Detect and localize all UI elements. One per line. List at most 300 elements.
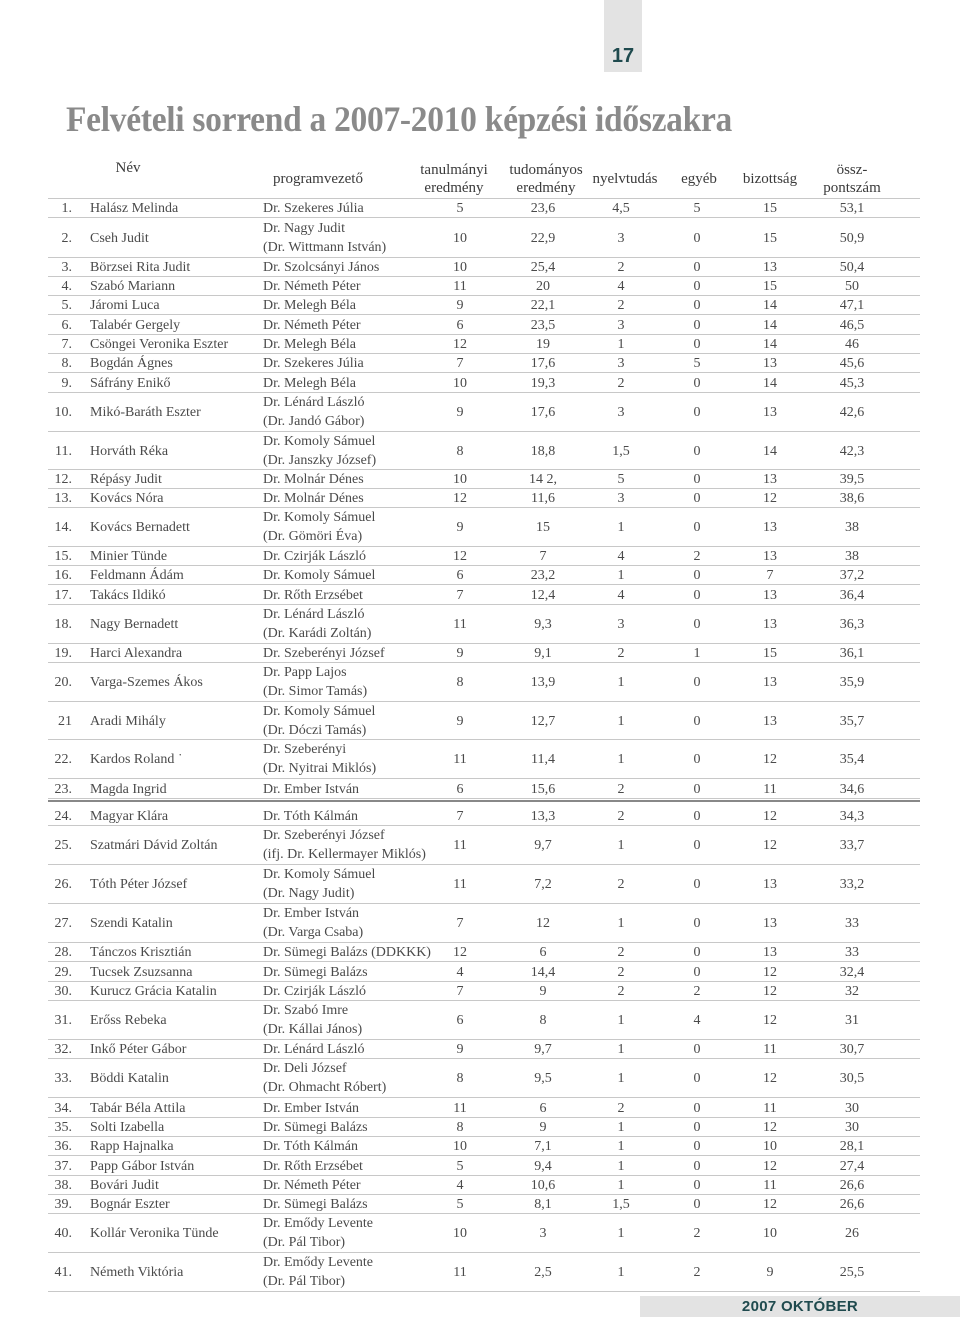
total-cell: 36,4 xyxy=(839,588,865,603)
language-cell: 5 xyxy=(617,472,625,487)
committee-cell: 9 xyxy=(766,1265,774,1280)
table-row xyxy=(0,508,960,547)
other-cell: 0 xyxy=(693,472,701,487)
supervisor-cell: Dr. Komoly Sámuel xyxy=(263,867,376,882)
name-cell: Bognár Eszter xyxy=(90,1197,170,1212)
rank-cell: 37. xyxy=(54,1158,72,1174)
rank-cell: 15. xyxy=(54,549,72,564)
name-cell: Tánczos Krisztián xyxy=(90,945,192,960)
other-cell: 0 xyxy=(693,1071,701,1086)
rank-cell: 6. xyxy=(61,318,72,333)
study-cell: 7 xyxy=(456,916,464,931)
committee-cell: 12 xyxy=(763,1071,777,1086)
supervisor-cell: Dr. Ember István xyxy=(263,781,360,797)
committee-cell: 13 xyxy=(763,675,777,690)
total-cell: 30 xyxy=(845,1100,859,1116)
rank-cell: 11. xyxy=(55,443,72,459)
language-cell: 1 xyxy=(617,337,625,352)
supervisor-cell: Dr. Komoly Sámuel xyxy=(263,704,376,719)
supervisor-cell: Dr. Papp Lajos xyxy=(263,665,347,680)
total-cell: 47,1 xyxy=(839,298,865,313)
total-cell: 32,4 xyxy=(839,964,865,980)
rank-cell: 1. xyxy=(61,201,72,216)
name-cell: Kollár Veronika Tünde xyxy=(90,1226,219,1241)
language-cell: 3 xyxy=(617,405,625,420)
science-cell: 3 xyxy=(539,1226,547,1241)
supervisor-cell: Dr. Szekeres Júlia xyxy=(263,356,364,371)
table-row xyxy=(0,296,960,315)
table-row xyxy=(0,1118,960,1137)
committee-cell: 12 xyxy=(763,1013,777,1028)
committee-cell: 13 xyxy=(763,945,777,960)
supervisor-cell: Dr. Deli József xyxy=(263,1061,347,1076)
other-cell: 0 xyxy=(693,491,701,506)
total-cell: 31 xyxy=(845,1013,859,1028)
co-supervisor-cell: (Dr. Pál Tibor) xyxy=(263,1235,346,1250)
study-cell: 6 xyxy=(456,568,464,583)
science-cell: 22,9 xyxy=(530,231,556,246)
study-cell: 10 xyxy=(453,1139,467,1154)
study-cell: 11 xyxy=(453,752,467,767)
rank-cell: 8. xyxy=(61,356,72,371)
table-row xyxy=(0,1001,960,1040)
header-committee: bizottság xyxy=(742,171,798,187)
rank-cell: 32. xyxy=(54,1042,72,1057)
table-row xyxy=(0,258,960,277)
name-cell: Cseh Judit xyxy=(90,231,149,246)
other-cell: 0 xyxy=(693,1197,701,1212)
name-cell: Inkő Péter Gábor xyxy=(90,1042,187,1057)
page-number: 17 xyxy=(611,45,635,67)
header-science-2: eredmény xyxy=(516,180,576,196)
rank-cell: 26. xyxy=(54,877,72,892)
science-cell: 17,6 xyxy=(530,405,556,420)
supervisor-cell: Dr. Emődy Levente xyxy=(263,1216,374,1231)
committee-cell: 11 xyxy=(763,781,777,797)
total-cell: 30,7 xyxy=(839,1042,865,1057)
supervisor-cell: Dr. Ember István xyxy=(263,1100,360,1116)
language-cell: 3 xyxy=(617,617,625,632)
supervisor-cell: Dr. Szekeres Júlia xyxy=(263,201,364,216)
committee-cell: 12 xyxy=(763,1158,777,1174)
table-row xyxy=(0,1156,960,1176)
language-cell: 1 xyxy=(617,916,625,931)
total-cell: 34,6 xyxy=(839,781,865,797)
language-cell: 2 xyxy=(617,646,625,661)
study-cell: 5 xyxy=(456,201,464,216)
table-row xyxy=(0,806,960,826)
rank-cell: 28. xyxy=(54,945,72,960)
rank-cell: 13. xyxy=(54,491,72,506)
committee-cell: 13 xyxy=(763,520,777,535)
rank-cell: 22. xyxy=(54,752,72,767)
co-supervisor-cell: (ifj. Dr. Kellermayer Miklós) xyxy=(263,847,426,862)
co-supervisor-cell: (Dr. Pál Tibor) xyxy=(263,1274,346,1289)
table-row xyxy=(0,219,960,258)
co-supervisor-cell: (Dr. Kállai János) xyxy=(263,1022,363,1037)
other-cell: 0 xyxy=(693,1120,701,1135)
supervisor-cell: Dr. Komoly Sámuel xyxy=(263,434,376,449)
science-cell: 9,7 xyxy=(534,1042,552,1057)
science-cell: 9,4 xyxy=(534,1158,552,1174)
other-cell: 5 xyxy=(693,201,701,216)
header-name: Név xyxy=(115,160,141,176)
co-supervisor-cell: (Dr. Simor Tamás) xyxy=(263,684,368,699)
rank-cell: 14. xyxy=(54,520,72,535)
total-cell: 28,1 xyxy=(839,1139,865,1154)
co-supervisor-cell: (Dr. Gömöri Éva) xyxy=(263,529,363,544)
science-cell: 7,1 xyxy=(534,1139,552,1154)
committee-cell: 14 xyxy=(763,337,777,352)
table-row xyxy=(0,1098,960,1118)
science-cell: 9 xyxy=(539,984,547,999)
table-row xyxy=(0,470,960,489)
footer-bar xyxy=(640,1296,960,1317)
study-cell: 8 xyxy=(456,675,464,690)
other-cell: 2 xyxy=(693,1226,701,1241)
name-cell: Nagy Bernadett xyxy=(90,617,179,632)
science-cell: 8 xyxy=(539,1013,547,1028)
total-cell: 45,3 xyxy=(839,376,865,391)
table-row xyxy=(0,1195,960,1214)
total-cell: 50,4 xyxy=(839,260,865,275)
table-row xyxy=(0,779,960,799)
name-cell: Mikó-Baráth Eszter xyxy=(90,405,201,420)
name-cell: Kardos Roland ˙ xyxy=(90,752,183,767)
committee-cell: 13 xyxy=(763,617,777,632)
science-cell: 12 xyxy=(536,916,550,931)
header-study-2: eredmény xyxy=(424,180,484,196)
other-cell: 0 xyxy=(693,318,701,333)
rank-cell: 40. xyxy=(54,1226,72,1241)
study-cell: 7 xyxy=(456,808,464,824)
total-cell: 38,6 xyxy=(839,491,865,506)
science-cell: 9,3 xyxy=(534,617,552,632)
committee-cell: 11 xyxy=(763,1042,777,1057)
name-cell: Bogdán Ágnes xyxy=(90,356,173,371)
name-cell: Magda Ingrid xyxy=(90,781,167,797)
supervisor-cell: Dr. Tóth Kálmán xyxy=(263,808,359,824)
table-row xyxy=(0,962,960,982)
rank-cell: 34. xyxy=(54,1100,72,1116)
rank-cell: 18. xyxy=(54,617,72,632)
name-cell: Harci Alexandra xyxy=(90,646,183,661)
rank-cell: 31. xyxy=(54,1013,72,1028)
language-cell: 1 xyxy=(617,838,625,853)
science-cell: 13,9 xyxy=(530,675,556,690)
study-cell: 9 xyxy=(456,298,464,313)
supervisor-cell: Dr. Czirják László xyxy=(263,984,367,999)
language-cell: 1 xyxy=(617,1178,625,1193)
supervisor-cell: Dr. Szeberényi József xyxy=(263,828,385,843)
supervisor-cell: Dr. Molnár Dénes xyxy=(263,491,364,506)
header-language: nyelvtudás xyxy=(592,171,658,187)
co-supervisor-cell: (Dr. Ohmacht Róbert) xyxy=(263,1080,387,1095)
name-cell: Sáfrány Enikő xyxy=(90,376,171,391)
other-cell: 0 xyxy=(693,713,701,729)
committee-cell: 13 xyxy=(763,549,777,564)
total-cell: 37,2 xyxy=(839,568,865,583)
rank-cell: 39. xyxy=(54,1197,72,1212)
committee-cell: 7 xyxy=(766,568,774,583)
name-cell: Varga-Szemes Ákos xyxy=(90,675,203,690)
study-cell: 8 xyxy=(456,1071,464,1086)
science-cell: 11,4 xyxy=(531,752,555,767)
name-cell: Szatmári Dávid Zoltán xyxy=(90,838,218,853)
supervisor-cell: Dr. Lénárd László xyxy=(263,607,365,622)
language-cell: 2 xyxy=(617,298,625,313)
science-cell: 25,4 xyxy=(530,260,556,275)
total-cell: 36,3 xyxy=(839,617,865,632)
supervisor-cell: Dr. Sümegi Balázs xyxy=(263,1197,368,1212)
other-cell: 0 xyxy=(693,520,701,535)
other-cell: 0 xyxy=(693,231,701,246)
study-cell: 10 xyxy=(453,260,467,275)
committee-cell: 15 xyxy=(763,279,777,294)
co-supervisor-cell: (Dr. Dóczi Tamás) xyxy=(263,723,367,738)
other-cell: 0 xyxy=(693,916,701,931)
language-cell: 2 xyxy=(617,945,625,960)
language-cell: 1 xyxy=(617,568,625,583)
committee-cell: 10 xyxy=(763,1226,777,1241)
total-cell: 38 xyxy=(845,549,859,564)
language-cell: 1 xyxy=(617,1265,625,1280)
other-cell: 0 xyxy=(693,1158,701,1174)
total-cell: 26,6 xyxy=(839,1178,865,1193)
total-cell: 35,9 xyxy=(839,675,865,690)
language-cell: 3 xyxy=(617,356,625,371)
study-cell: 11 xyxy=(453,838,467,853)
other-cell: 0 xyxy=(693,405,701,420)
committee-cell: 10 xyxy=(763,1139,777,1154)
committee-cell: 13 xyxy=(763,356,777,371)
other-cell: 0 xyxy=(693,617,701,632)
science-cell: 14 2, xyxy=(529,472,557,487)
header-supervisor: programvezető xyxy=(273,171,363,187)
study-cell: 5 xyxy=(456,1197,464,1212)
name-cell: Magyar Klára xyxy=(90,808,169,824)
language-cell: 1 xyxy=(617,1042,625,1057)
science-cell: 19 xyxy=(536,337,550,352)
other-cell: 0 xyxy=(693,964,701,980)
committee-cell: 11 xyxy=(763,1178,777,1193)
science-cell: 12,7 xyxy=(530,713,556,729)
study-cell: 9 xyxy=(456,405,464,420)
other-cell: 2 xyxy=(693,984,701,999)
committee-cell: 12 xyxy=(763,984,777,999)
language-cell: 4,5 xyxy=(612,201,630,216)
science-cell: 14,4 xyxy=(530,964,556,980)
name-cell: Szendi Katalin xyxy=(90,916,173,931)
header-study-1: tanulmányi xyxy=(420,162,488,178)
name-cell: Erőss Rebeka xyxy=(90,1013,167,1028)
rank-cell: 38. xyxy=(54,1178,72,1193)
language-cell: 1 xyxy=(617,1158,625,1174)
study-cell: 9 xyxy=(456,1042,464,1057)
rank-cell: 4. xyxy=(61,279,72,294)
other-cell: 0 xyxy=(693,808,701,824)
study-cell: 9 xyxy=(456,713,464,729)
science-cell: 19,3 xyxy=(530,376,556,391)
table-row xyxy=(0,663,960,702)
supervisor-cell: Dr. Melegh Béla xyxy=(263,337,356,352)
language-cell: 1 xyxy=(617,1013,625,1028)
committee-cell: 12 xyxy=(763,1120,777,1135)
language-cell: 2 xyxy=(617,808,625,824)
table-row xyxy=(0,605,960,644)
study-cell: 12 xyxy=(453,945,467,960)
other-cell: 0 xyxy=(693,945,701,960)
rank-cell: 2. xyxy=(61,231,72,246)
study-cell: 10 xyxy=(453,472,467,487)
total-cell: 33,2 xyxy=(839,877,865,892)
study-cell: 11 xyxy=(453,617,467,632)
name-cell: Répásy Judit xyxy=(90,472,162,487)
rank-cell: 33. xyxy=(54,1071,72,1086)
other-cell: 4 xyxy=(693,1013,701,1028)
total-cell: 33 xyxy=(845,945,859,960)
table-row xyxy=(0,586,960,605)
science-cell: 15,6 xyxy=(530,781,556,797)
committee-cell: 11 xyxy=(763,1100,777,1116)
language-cell: 2 xyxy=(617,964,625,980)
science-cell: 20 xyxy=(536,279,550,294)
other-cell: 0 xyxy=(693,1100,701,1116)
committee-cell: 15 xyxy=(763,201,777,216)
science-cell: 17,6 xyxy=(530,356,556,371)
header-other: egyéb xyxy=(681,171,717,187)
table-row xyxy=(0,702,960,740)
table-row xyxy=(0,904,960,943)
other-cell: 0 xyxy=(693,588,701,603)
name-cell: Talabér Gergely xyxy=(90,318,181,333)
committee-cell: 14 xyxy=(763,443,777,459)
committee-cell: 15 xyxy=(763,231,777,246)
table-row xyxy=(0,432,960,470)
name-cell: Kovács Bernadett xyxy=(90,520,190,535)
supervisor-cell: Dr. Németh Péter xyxy=(263,318,361,333)
table-row xyxy=(0,644,960,663)
language-cell: 4 xyxy=(617,549,625,564)
language-cell: 4 xyxy=(617,588,625,603)
committee-cell: 14 xyxy=(763,376,777,391)
supervisor-cell: Dr. Németh Péter xyxy=(263,279,361,294)
supervisor-cell: Dr. Melegh Béla xyxy=(263,376,356,391)
science-cell: 12,4 xyxy=(530,588,556,603)
rank-cell: 9. xyxy=(61,376,72,391)
language-cell: 1 xyxy=(617,675,625,690)
co-supervisor-cell: (Dr. Varga Csaba) xyxy=(263,925,364,940)
total-cell: 38 xyxy=(845,520,859,535)
name-cell: Tabár Béla Attila xyxy=(90,1100,186,1116)
language-cell: 2 xyxy=(617,984,625,999)
total-cell: 35,7 xyxy=(839,713,865,729)
other-cell: 0 xyxy=(693,838,701,853)
row-divider xyxy=(48,217,920,218)
committee-cell: 13 xyxy=(763,405,777,420)
study-cell: 11 xyxy=(453,1100,467,1116)
committee-cell: 12 xyxy=(763,1197,777,1212)
study-cell: 6 xyxy=(456,1013,464,1028)
other-cell: 0 xyxy=(693,443,701,459)
total-cell: 50 xyxy=(845,279,859,294)
supervisor-cell: Dr. Nagy Judit xyxy=(263,221,346,236)
supervisor-cell: Dr. Komoly Sámuel xyxy=(263,510,376,525)
total-cell: 33 xyxy=(845,916,859,931)
rank-cell: 7. xyxy=(61,337,72,352)
science-cell: 10,6 xyxy=(530,1178,556,1193)
rank-cell: 21 xyxy=(58,713,72,729)
total-cell: 42,6 xyxy=(839,405,865,420)
table-row xyxy=(0,826,960,865)
table-row xyxy=(0,1176,960,1195)
table-row xyxy=(0,354,960,373)
other-cell: 2 xyxy=(693,549,701,564)
table-row xyxy=(0,943,960,962)
name-cell: Tóth Péter József xyxy=(90,877,188,892)
table-row xyxy=(0,1253,960,1292)
name-cell: Böddi Katalin xyxy=(90,1071,169,1086)
name-cell: Bovári Judit xyxy=(90,1178,159,1193)
table-row xyxy=(0,277,960,296)
other-cell: 0 xyxy=(693,337,701,352)
rank-cell: 23. xyxy=(54,781,72,797)
other-cell: 2 xyxy=(693,1265,701,1280)
language-cell: 2 xyxy=(617,1100,625,1116)
science-cell: 6 xyxy=(539,1100,547,1116)
rank-cell: 30. xyxy=(54,984,72,999)
language-cell: 1 xyxy=(617,1226,625,1241)
supervisor-cell: Dr. Komoly Sámuel xyxy=(263,568,376,583)
supervisor-cell: Dr. Melegh Béla xyxy=(263,298,356,313)
total-cell: 35,4 xyxy=(839,752,865,767)
study-cell: 11 xyxy=(453,877,467,892)
table-row xyxy=(0,865,960,904)
total-cell: 27,4 xyxy=(839,1158,865,1174)
rank-cell: 3. xyxy=(61,260,72,275)
other-cell: 1 xyxy=(693,646,701,661)
row-divider xyxy=(48,798,920,799)
other-cell: 0 xyxy=(693,781,701,797)
table-row xyxy=(0,982,960,1001)
total-cell: 50,9 xyxy=(839,231,865,246)
language-cell: 2 xyxy=(617,260,625,275)
total-cell: 45,6 xyxy=(839,356,865,371)
other-cell: 0 xyxy=(693,1139,701,1154)
supervisor-cell: Dr. Sümegi Balázs xyxy=(263,1120,368,1135)
total-cell: 46 xyxy=(845,337,859,352)
study-cell: 12 xyxy=(453,337,467,352)
study-cell: 12 xyxy=(453,491,467,506)
committee-cell: 14 xyxy=(763,318,777,333)
table-row xyxy=(0,316,960,335)
table-row xyxy=(0,1137,960,1156)
science-cell: 6 xyxy=(539,945,547,960)
total-cell: 32 xyxy=(845,984,859,999)
co-supervisor-cell: (Dr. Wittmann István) xyxy=(263,240,387,255)
study-cell: 11 xyxy=(453,279,467,294)
study-cell: 11 xyxy=(453,1265,467,1280)
name-cell: Tucsek Zsuzsanna xyxy=(90,964,193,980)
supervisor-cell: Dr. Tóth Kálmán xyxy=(263,1139,359,1154)
study-cell: 8 xyxy=(456,443,464,459)
committee-cell: 12 xyxy=(763,808,777,824)
language-cell: 1 xyxy=(617,520,625,535)
supervisor-cell: Dr. Szeberényi József xyxy=(263,646,385,661)
total-cell: 34,3 xyxy=(839,808,865,824)
table-row xyxy=(0,1040,960,1059)
name-cell: Minier Tünde xyxy=(90,549,168,564)
